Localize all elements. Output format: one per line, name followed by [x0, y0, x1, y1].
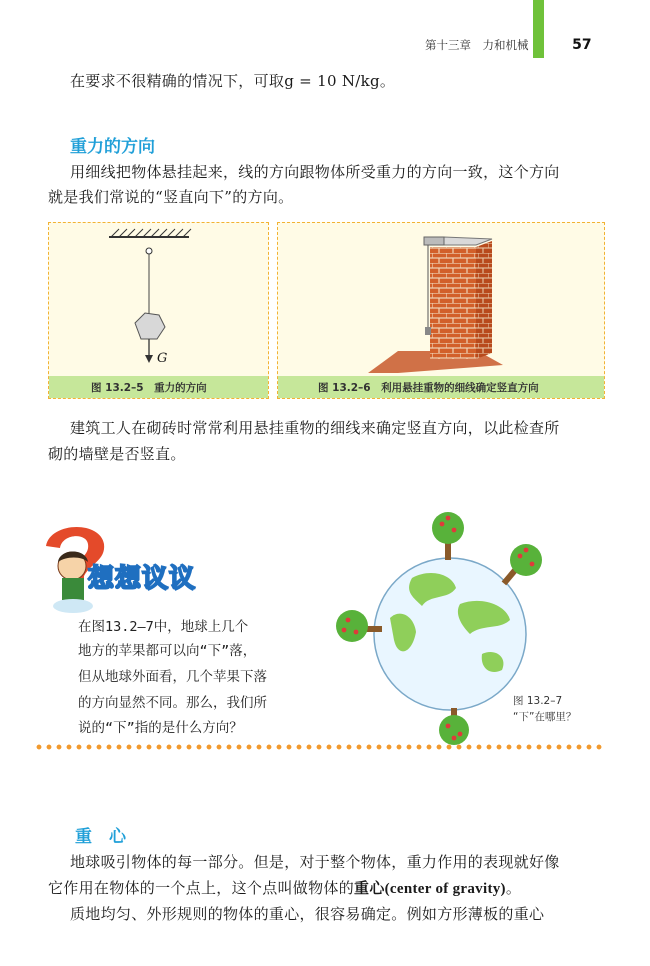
section1-line1: 用细线把物体悬挂起来，线的方向跟物体所受重力的方向一致，这个方向: [70, 163, 560, 181]
discuss-line-4: 的方向显然不同。那么，我们所: [78, 695, 267, 711]
pendulum-illustration: [49, 223, 268, 398]
section-title-center-of-gravity: 重 心: [75, 827, 126, 847]
figure-13-2-5: [48, 222, 269, 399]
section2-line2: [48, 874, 521, 903]
section-title-gravity-direction: 重力的方向: [70, 137, 155, 157]
section2-line2-pre: 它作用在物体的一个点上，这个点叫做物体的: [48, 879, 355, 897]
dotted-divider: [34, 742, 604, 752]
section1-line2: 就是我们常说的“竖直向下”的方向。: [48, 188, 294, 206]
para2-line2: 砌的墙壁是否竖直。: [48, 445, 186, 463]
discuss-line-3: 但从地球外面看，几个苹果下落: [78, 669, 267, 685]
para2-line1: 建筑工人在砌砖时常常利用悬挂重物的细线来确定竖直方向，以此检查所: [70, 419, 560, 437]
figure-13-2-7-caption-line1: 图 13.2–7: [513, 695, 563, 707]
discuss-heading: 想想议议: [88, 564, 197, 594]
keyword-center-of-gravity-en: (center of gravity): [384, 881, 506, 897]
discuss-line-2: 地方的苹果都可以向“下”落，: [78, 643, 257, 659]
page-header: [425, 37, 592, 53]
figure-13-2-6-caption: 图 13.2–6 利用悬挂重物的细线确定竖直方向: [318, 382, 539, 394]
brick-wall-illustration: [278, 223, 604, 398]
intro-line: 在要求不很精确的情况下，可取g = 10 N/kg。: [70, 72, 396, 90]
discuss-line-1: 在图13.2–7中，地球上几个: [78, 619, 249, 635]
figure-13-2-5-caption: 图 13.2–5 重力的方向: [91, 382, 207, 394]
discuss-line-5: 说的“下”指的是什么方向？: [78, 720, 243, 736]
section2-line3: 质地均匀、外形规则的物体的重心，很容易确定。例如方形薄板的重心: [70, 905, 545, 923]
chapter-title: 第十三章 力和机械: [425, 38, 529, 52]
figure-13-2-6: [277, 222, 605, 399]
section2-line2-post: 。: [505, 879, 522, 897]
section2-line1: 地球吸引物体的每一部分。但是，对于整个物体，重力作用的表现就好像: [70, 853, 560, 871]
page-number: 57: [572, 37, 592, 53]
figure-13-2-7-caption: [513, 693, 576, 725]
gravity-label-g: G: [157, 351, 168, 366]
keyword-center-of-gravity: 重心: [354, 879, 385, 897]
figure-13-2-7-caption-line2: “下”在哪里？: [513, 711, 577, 723]
